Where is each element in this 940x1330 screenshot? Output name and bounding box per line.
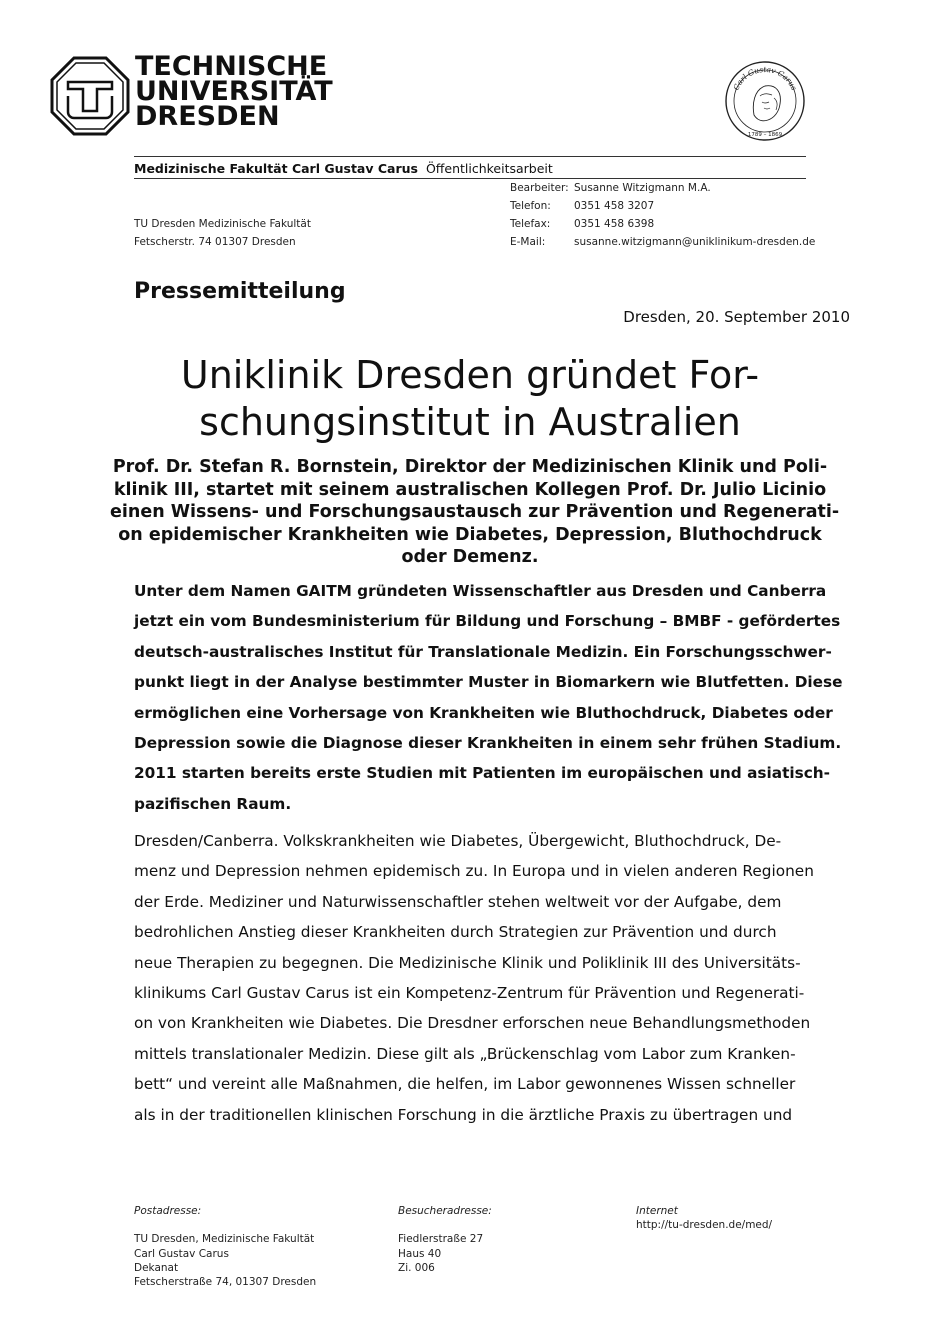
footer-internet [636, 1204, 772, 1233]
svg-text:1789 – 1869: 1789 – 1869 [747, 132, 783, 138]
email-link[interactable]: susanne.witzigmann@uniklinikum-dresden.de [574, 236, 816, 248]
email-label: E-Mail: [510, 236, 546, 248]
body-paragraph: Dresden/Canberra. Volkskrankheiten wie Diabetes, Übergewicht, Bluthochdruck, De- menz und Depression nehmen epidemisch zu. In Europa und in vielen anderen Regionen der Erde. Mediziner und Naturwissenschaftler stehen weltweit vor der Aufgabe, dem bedrohlichen Anstieg dieser Krankheiten durch Strategien zur Prävention und durch neue Therapien zu begegnen. Die Medizinische Klinik und Poliklinik III des Universitäts- klinikums Carl Gustav Carus ist ein Kompetenz-Zentrum für Prävention und Regenerati- on von Krankheiten wie Diabetes. Die Dresdner erforschen neue Behandlungsmethoden mittels translationaler Medizin. Diese gilt als „Brückenschlag vom Labor zum Kranken- bett“ und vereint alle Maßnahmen, die helfen, im Labor gewonnenes Wissen schneller als in der traditionellen klinischen Forschung in die ärztliche Praxis zu übertragen und [134, 832, 814, 1124]
header-rule-bottom [134, 178, 806, 179]
fax-label: Telefax: [510, 218, 551, 230]
editor-label: Bearbeiter: [510, 182, 569, 194]
subheadline: Prof. Dr. Stefan R. Bornstein, Direktor der Medizinischen Klinik und Poli- klinik III, startet mit seinem australischen Kollegen Prof. Dr. Julio Licinio einen Wissens- und Forschungsaustausch zur Prävention und Regenerati- on epidemischer Krankheiten wie Diabetes, Depression, Bluthochdruck oder Demenz. [110, 457, 840, 567]
faculty-department: Öffentlichkeitsarbeit [425, 161, 553, 176]
press-release-label: Pressemitteilung [134, 279, 346, 304]
carus-portrait-seal-icon [724, 60, 806, 142]
faculty-name: Medizinische Fakultät Carl Gustav Carus [134, 161, 418, 176]
phone-value: 0351 458 3207 [574, 200, 655, 212]
headline-line: Uniklinik Dresden gründet For- [180, 353, 760, 397]
release-date: Dresden, 20. September 2010 [623, 308, 850, 326]
footer-visitor-label: Besucheradresse: [398, 1205, 492, 1217]
footer-visitor-address: Besucheradresse: Fiedlerstraße 27 Haus 40 Zi. 006 [398, 1205, 492, 1274]
fax-value: 0351 458 6398 [574, 218, 655, 230]
footer-website-link[interactable]: http://tu-dresden.de/med/ [636, 1219, 773, 1232]
sender-address-line1: TU Dresden Medizinische Fakultät [134, 218, 311, 230]
footer-postal-address: Postadresse: TU Dresden, Medizinische Fakultät Carl Gustav Carus Dekanat Fetscherstraße 74, 01307 Dresden [134, 1205, 317, 1289]
editor-value: Susanne Witzigmann M.A. [574, 182, 711, 194]
footer-postal-label: Postadresse: [134, 1205, 202, 1217]
faculty-line [134, 161, 553, 176]
tu-dresden-logo-icon [50, 56, 130, 136]
headline [110, 352, 830, 446]
phone-label: Telefon: [510, 200, 551, 212]
footer-internet-label: Internet [636, 1205, 678, 1217]
svg-text:Carl Gustav Carus: Carl Gustav Carus [731, 64, 799, 92]
sender-address-line2: Fetscherstr. 74 01307 Dresden [134, 236, 296, 248]
lead-paragraph: Unter dem Namen GAITM gründeten Wissenschaftler aus Dresden und Canberra jetzt ein vom Bundesministerium für Bildung und Forschung – BMBF - gefördertes deutsch-australisches Institut für Translationale Medizin. Ein Forschungsschwer- punkt liegt in der Analyse bestimmter Muster in Biomarkern wie Blutfetten. Diese ermöglichen eine Vorhersage von Krankheiten wie Bluthochdruck, Diabetes oder Depression sowie die Diagnose dieser Krankheiten in einem sehr frühen Stadium. 2011 starten bereits erste Studien mit Patienten im europäischen und asiatisch- pazifischen Raum. [134, 582, 843, 813]
headline-line: schungsinstitut in Australien [199, 400, 741, 444]
header-rule-top [134, 156, 806, 157]
university-wordmark: TECHNISCHE UNIVERSITÄT DRESDEN [135, 51, 333, 132]
